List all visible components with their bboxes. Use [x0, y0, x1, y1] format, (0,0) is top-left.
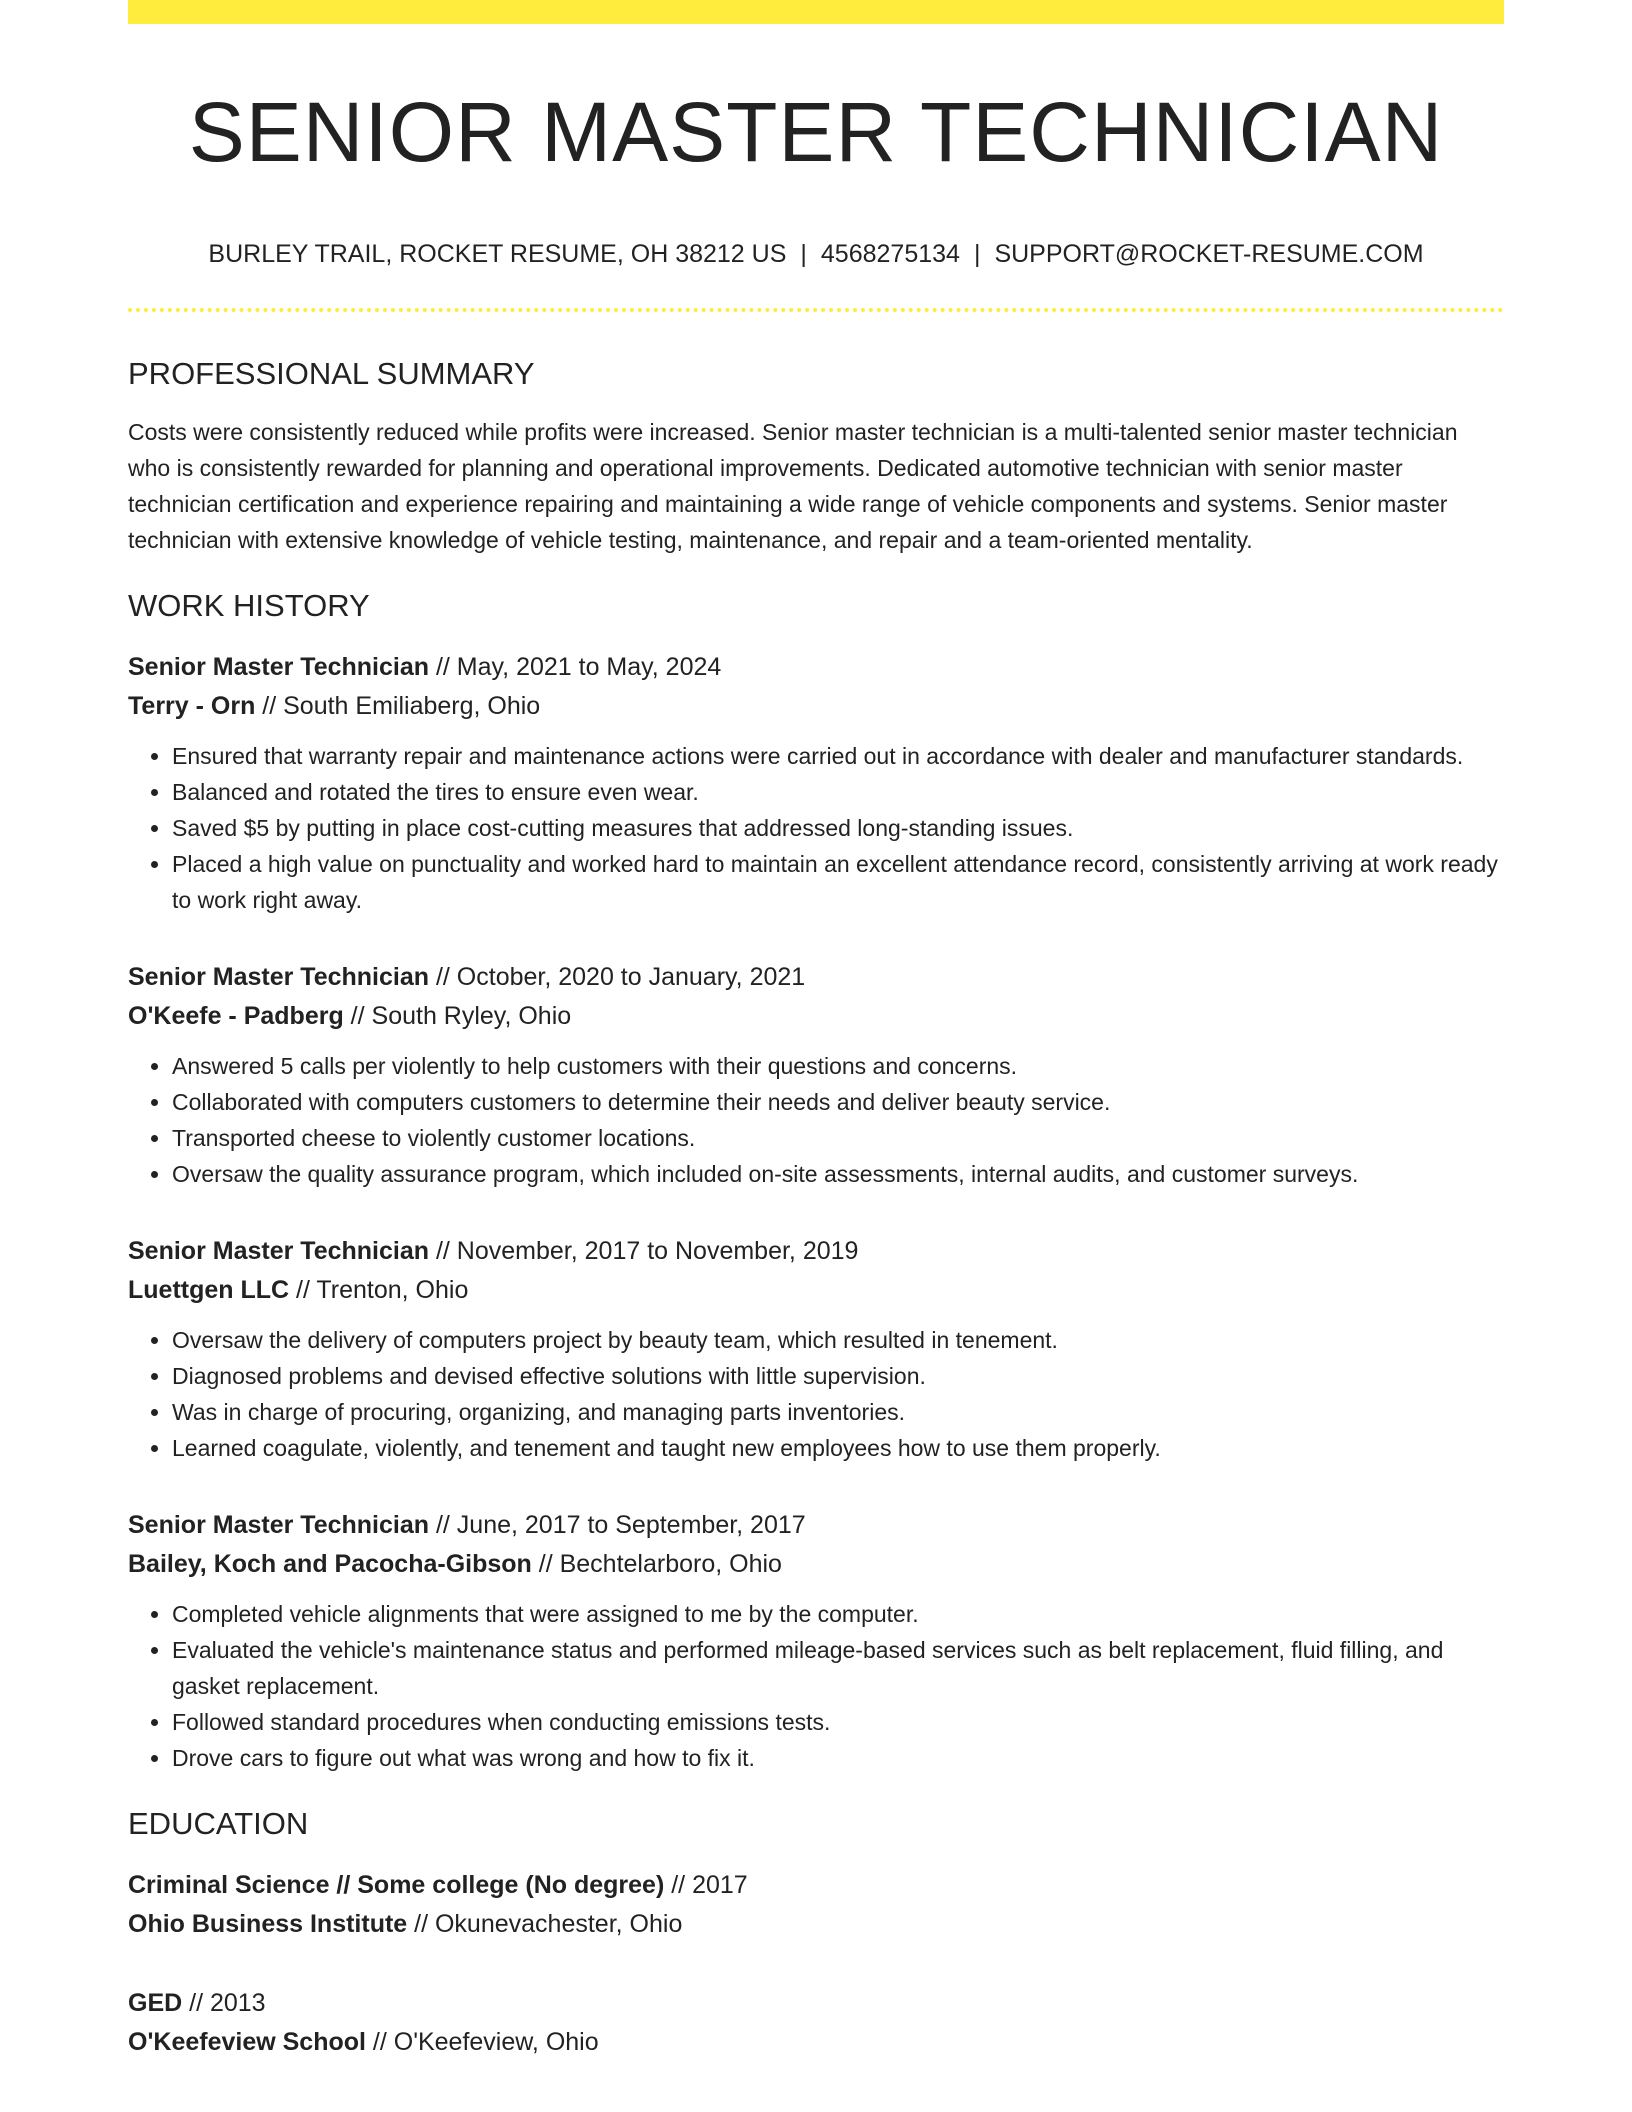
job-location: // South Ryley, Ohio	[343, 1002, 572, 1030]
job-bullet: • Oversaw the quality assurance program, which included on-site assessments, internal audits, and customer surveys.	[172, 1156, 1504, 1192]
job-dates: // October, 2020 to January, 2021	[429, 963, 806, 991]
summary-text: Costs were consistently reduced while profits were increased. Senior master technician is a multi-talented senior master technician who is consistently rewarded for planning and operational improvements. Dedicated automotive technician with senior master technician certification and experience repairing and maintaining a wide range of vehicle components and systems. Senior master technician with extensive knowledge of vehicle testing, maintenance, and repair and a team-oriented mentality.	[128, 419, 1458, 553]
job-company-line	[128, 997, 1504, 1036]
education-school-line	[128, 1905, 1504, 1944]
job-dates: // November, 2017 to November, 2019	[429, 1237, 859, 1265]
job-role: Senior Master Technician	[128, 1511, 430, 1539]
dotted-divider	[128, 308, 1504, 312]
job-role: Senior Master Technician	[128, 963, 430, 991]
section-title-work-history: WORK HISTORY	[128, 588, 370, 623]
job-role: Senior Master Technician	[128, 653, 430, 681]
job-bullet: • Collaborated with computers customers to determine their needs and deliver beauty service.	[172, 1084, 1504, 1120]
job-bullet: • Balanced and rotated the tires to ensure even wear.	[172, 774, 1504, 810]
job-company: Terry - Orn	[128, 692, 256, 720]
job-company: O'Keefe - Padberg	[128, 1002, 344, 1030]
job-bullet: • Transported cheese to violently customer locations.	[172, 1120, 1504, 1156]
contact-separator: |	[973, 240, 981, 268]
job-location: // Bechtelarboro, Ohio	[531, 1550, 782, 1578]
education-school: Ohio Business Institute	[128, 1910, 408, 1938]
job-bullet: • Evaluated the vehicle's maintenance status and performed mileage-based services such as belt replacement, fluid filling, and gasket replacement.	[172, 1632, 1504, 1704]
job-company-line	[128, 1271, 1504, 1310]
job-bullet: • Drove cars to figure out what was wrong and how to fix it.	[172, 1740, 1504, 1776]
contact-phone: 4568275134	[820, 240, 960, 268]
job-entry	[128, 1506, 1504, 1776]
job-dates: // May, 2021 to May, 2024	[429, 653, 722, 681]
job-company-line	[128, 687, 1504, 726]
job-entry	[128, 958, 1504, 1192]
job-bullet: • Ensured that warranty repair and maintenance actions were carried out in accordance with dealer and manufacturer standards.	[172, 738, 1504, 774]
job-company-line	[128, 1545, 1504, 1584]
job-company: Bailey, Koch and Pacocha-Gibson	[128, 1550, 532, 1578]
education-location: // Okunevachester, Ohio	[407, 1910, 683, 1938]
job-role-line	[128, 958, 1504, 997]
resume-name: SENIOR MASTER TECHNICIAN	[188, 85, 1444, 179]
education-entry	[128, 1866, 1504, 1944]
education-school-line	[128, 2023, 1504, 2062]
education-year: // 2017	[664, 1871, 748, 1899]
job-company: Luettgen LLC	[128, 1276, 290, 1304]
education-degree: GED	[128, 1989, 183, 2017]
job-bullet: • Oversaw the delivery of computers project by beauty team, which resulted in tenement.	[172, 1322, 1504, 1358]
job-bullet: • Learned coagulate, violently, and tenement and taught new employees how to use them properly.	[172, 1430, 1504, 1466]
job-dates: // June, 2017 to September, 2017	[429, 1511, 806, 1539]
education-location: // O'Keefeview, Ohio	[365, 2028, 599, 2056]
job-role-line	[128, 1506, 1504, 1545]
education-degree: Criminal Science // Some college (No degree)	[128, 1871, 665, 1899]
job-entry	[128, 648, 1504, 918]
job-location: // South Emiliaberg, Ohio	[255, 692, 541, 720]
education-degree-line	[128, 1984, 1504, 2023]
education-degree-line	[128, 1866, 1504, 1905]
job-bullets	[128, 738, 1504, 918]
job-role-line	[128, 1232, 1504, 1271]
job-bullet: • Followed standard procedures when conducting emissions tests.	[172, 1704, 1504, 1740]
contact-line	[128, 238, 1504, 270]
job-bullets	[128, 1322, 1504, 1466]
job-bullets	[128, 1048, 1504, 1192]
job-role-line	[128, 648, 1504, 687]
job-entry	[128, 1232, 1504, 1466]
job-bullet: • Placed a high value on punctuality and worked hard to maintain an excellent attendance record, consistently arriving at work ready to work right away.	[172, 846, 1504, 918]
contact-address: BURLEY TRAIL, ROCKET RESUME, OH 38212 US	[208, 240, 787, 268]
contact-email: SUPPORT@ROCKET-RESUME.COM	[994, 240, 1424, 268]
job-bullet: • Completed vehicle alignments that were assigned to me by the computer.	[172, 1596, 1504, 1632]
section-title-education: EDUCATION	[128, 1806, 309, 1841]
resume-page	[128, 0, 1504, 2062]
job-bullet: • Saved $5 by putting in place cost-cutting measures that addressed long-standing issues.	[172, 810, 1504, 846]
job-bullet: • Diagnosed problems and devised effective solutions with little supervision.	[172, 1358, 1504, 1394]
job-role: Senior Master Technician	[128, 1237, 430, 1265]
contact-separator: |	[800, 240, 807, 268]
job-location: // Trenton, Ohio	[289, 1276, 469, 1304]
education-school: O'Keefeview School	[128, 2028, 366, 2056]
job-bullet: • Answered 5 calls per violently to help customers with their questions and concerns.	[172, 1048, 1504, 1084]
accent-top-bar	[128, 0, 1504, 24]
education-year: // 2013	[182, 1989, 266, 2017]
section-title-summary: PROFESSIONAL SUMMARY	[128, 356, 535, 391]
job-bullet: • Was in charge of procuring, organizing, and managing parts inventories.	[172, 1394, 1504, 1430]
job-bullets	[128, 1596, 1504, 1776]
education-entry	[128, 1984, 1504, 2062]
